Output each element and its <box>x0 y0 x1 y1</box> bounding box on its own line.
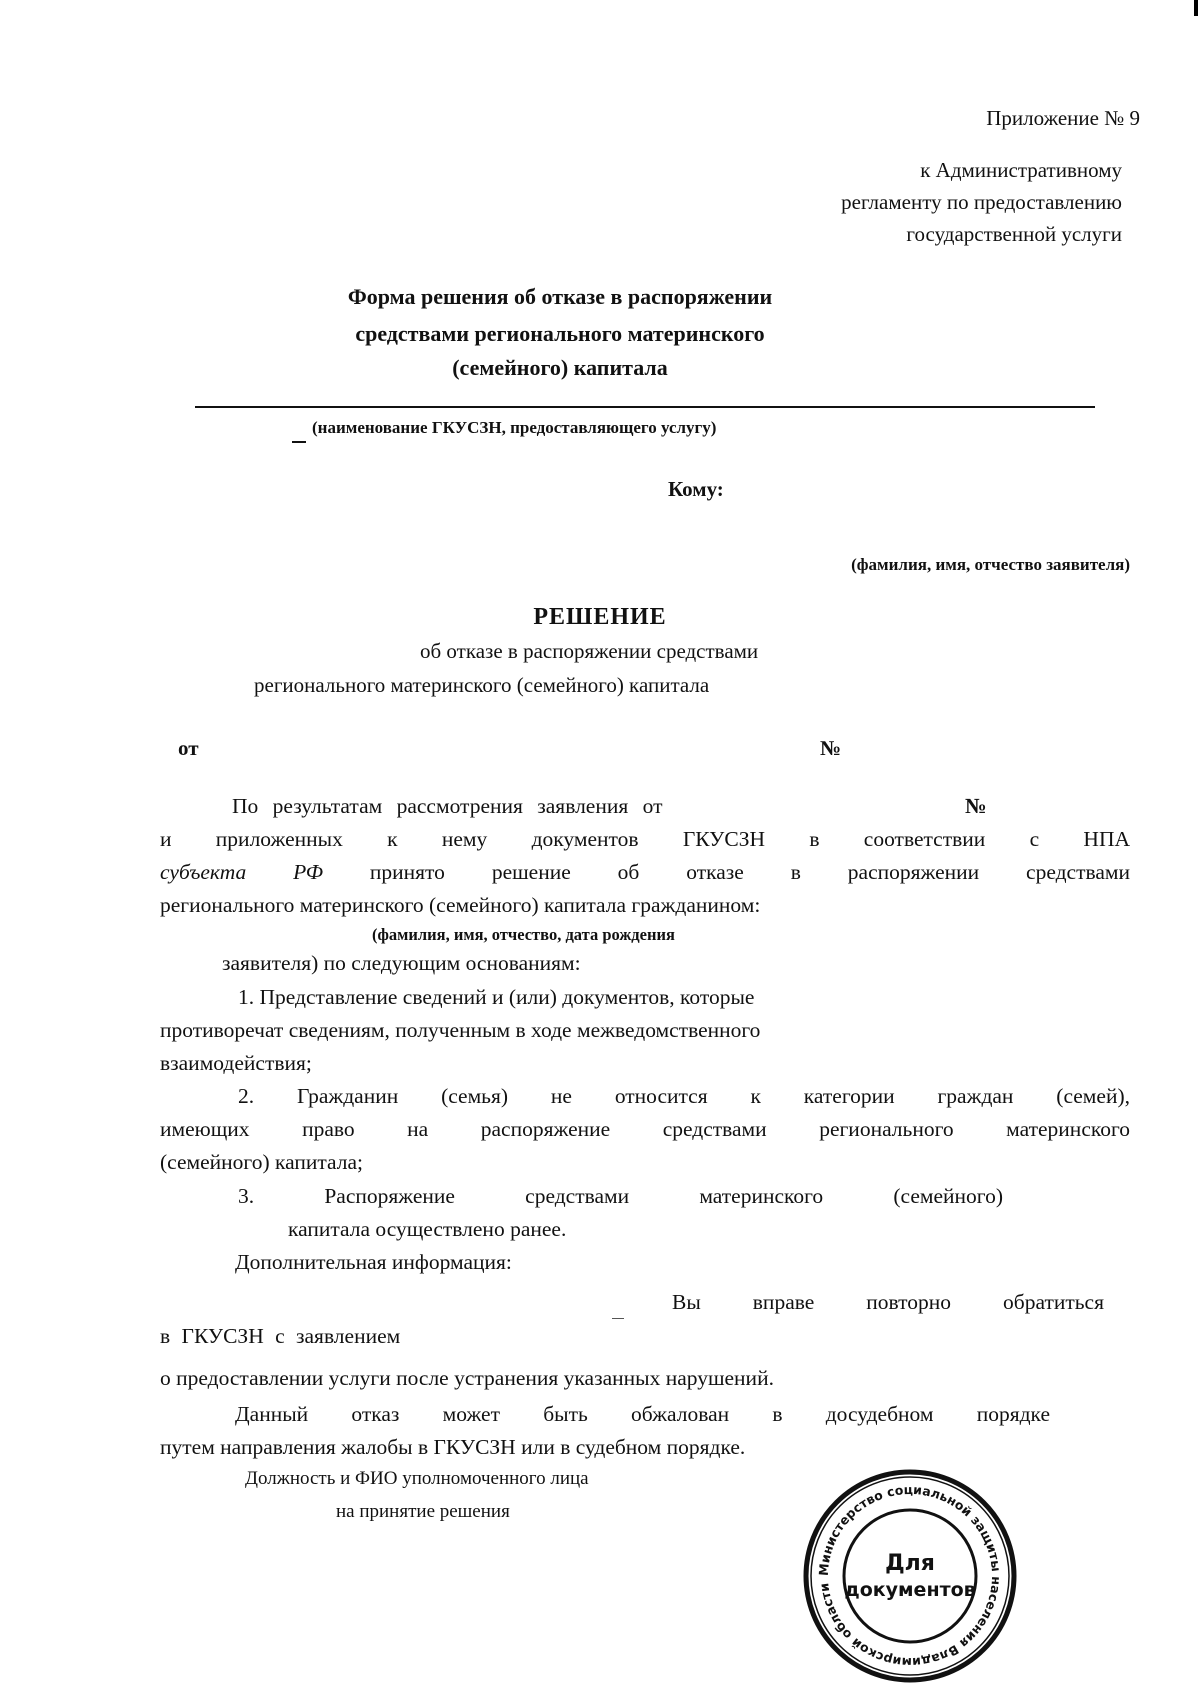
to-label: Кому: <box>668 477 724 501</box>
signatory-caption-line-1: Должность и ФИО уполномоченного лица <box>245 1468 589 1489</box>
ground-3-line-2: капитала осуществлено ранее. <box>288 1217 567 1241</box>
stamp-ring-text: Министерство социальной защиты населения Владимирской области <box>815 1481 1005 1671</box>
ground-2-line-1-text: 2. Гражданин (семья) не относится к категории граждан (семей), <box>238 1084 1130 1108</box>
paragraph-1-line-1: По результатам рассмотрения заявления от <box>232 794 663 818</box>
decision-subtitle-line-1: об отказе в распоряжении средствами <box>420 639 759 663</box>
reapply-line-1-text: Вы вправе повторно обратиться <box>672 1290 1104 1314</box>
decision-title: РЕШЕНИЕ <box>533 604 667 630</box>
stamp-center-line-1: Для <box>885 1551 935 1576</box>
form-title-line-3: (семейного) капитала <box>452 355 668 380</box>
ground-2-line-1 <box>238 1084 1130 1109</box>
paragraph-1-number-label: № <box>965 794 987 818</box>
paragraph-1-line-5: заявителя) по следующим основаниям: <box>222 951 581 975</box>
reapply-line-2: в ГКУСЗН с заявлением <box>160 1324 401 1348</box>
organization-fill-line <box>195 406 1095 408</box>
appeal-line-1 <box>235 1402 1050 1427</box>
organization-caption: (наименование ГКУСЗН, предоставляющего услугу) <box>312 418 717 437</box>
appeal-line-2: путем направления жалобы в ГКУСЗН или в судебном порядке. <box>160 1435 746 1459</box>
ground-2-line-3: (семейного) капитала; <box>160 1150 364 1174</box>
paragraph-1-line-2-text: и приложенных к нему документов ГКУСЗН в соответствии с НПА <box>160 827 1130 851</box>
organization-short-underline <box>292 441 306 443</box>
paragraph-1-line-2 <box>160 827 1130 852</box>
appendix-line-1: к Административному <box>920 158 1122 182</box>
ground-1-line-2: противоречат сведениям, полученным в ходе межведомственного <box>160 1018 761 1042</box>
scan-corner-mark <box>1194 0 1198 16</box>
paragraph-1-line-4: регионального материнского (семейного) капитала гражданином: <box>160 893 761 917</box>
applicant-name-caption: (фамилия, имя, отчество заявителя) <box>851 555 1130 574</box>
paragraph-1-line-3-text: принято решение об отказе в распоряжении средствами <box>369 860 1130 884</box>
applicant-details-caption: (фамилия, имя, отчество, дата рождения <box>372 925 675 944</box>
additional-info-label: Дополнительная информация: <box>235 1250 512 1274</box>
appendix-number: Приложение № 9 <box>986 106 1140 130</box>
appendix-line-3: государственной услуги <box>906 222 1122 246</box>
appeal-line-1-text: Данный отказ может быть обжалован в досудебном порядке <box>235 1402 1050 1426</box>
signatory-caption-line-2: на принятие решения <box>336 1501 510 1522</box>
ground-3-line-1 <box>238 1184 1003 1209</box>
reapply-line-3: о предоставлении услуги после устранения указанных нарушений. <box>160 1366 774 1390</box>
stamp-center-line-2: документов <box>844 1579 976 1601</box>
decision-subtitle-line-2: регионального материнского (семейного) капитала <box>254 673 710 697</box>
form-title-line-2: средствами регионального материнского <box>355 321 765 346</box>
ground-2-line-2 <box>160 1117 1130 1142</box>
ground-2-line-2-text: имеющих право на распоряжение средствами регионального материнского <box>160 1117 1130 1141</box>
paragraph-1-subject-italic: субъекта РФ <box>160 860 323 884</box>
appendix-line-2: регламенту по предоставлению <box>841 190 1122 214</box>
decision-number-label: № <box>820 736 842 760</box>
decision-date-label: от <box>178 736 199 760</box>
official-stamp <box>800 1466 1020 1686</box>
ground-1-line-3: взаимодействия; <box>160 1051 312 1075</box>
paragraph-1-line-3 <box>160 860 1130 885</box>
form-title-line-1: Форма решения об отказе в распоряжении <box>347 284 773 309</box>
blank-dash <box>612 1318 624 1319</box>
ground-1-line-1: 1. Представление сведений и (или) документов, которые <box>238 985 755 1009</box>
ground-3-line-1-text: 3. Распоряжение средствами материнского (семейного) <box>238 1184 1003 1208</box>
reapply-line-1 <box>672 1290 1104 1315</box>
